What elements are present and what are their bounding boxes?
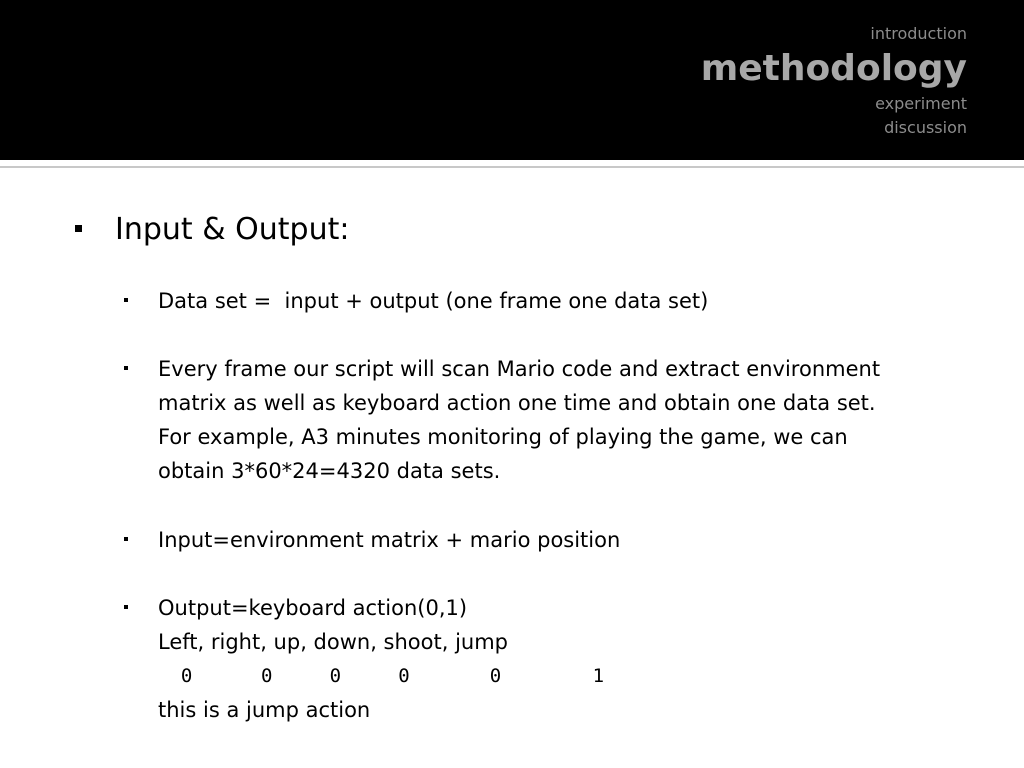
square-bullet-icon [124,366,128,370]
slide-heading: Input & Output: [115,212,350,247]
bullet-line: this is a jump action [158,698,371,722]
bullet-line: Left, right, up, down, shoot, jump [158,630,509,654]
action-values-row: 0 0 0 0 0 1 [158,665,605,687]
bullet-line: matrix as well as keyboard action one time and obtain one data set. [158,391,876,415]
bullet-line: Input=environment matrix + mario position [158,528,621,552]
nav-item-discussion[interactable]: discussion [884,118,967,137]
bullet-line: For example, A3 minutes monitoring of playing the game, we can [158,425,848,449]
nav-item-introduction[interactable]: introduction [870,24,967,43]
nav-item-methodology[interactable]: methodology [700,48,967,89]
square-bullet-icon [124,537,128,541]
nav-item-experiment[interactable]: experiment [875,94,967,113]
bullet-line: Data set = input + output (one frame one data set) [158,289,709,313]
square-bullet-icon [75,225,82,232]
bullet-line: Every frame our script will scan Mario code and extract environment [158,357,881,381]
bullet-line: Output=keyboard action(0,1) [158,596,468,620]
square-bullet-icon [124,605,128,609]
bullet-line: obtain 3*60*24=4320 data sets. [158,459,501,483]
square-bullet-icon [124,298,128,302]
